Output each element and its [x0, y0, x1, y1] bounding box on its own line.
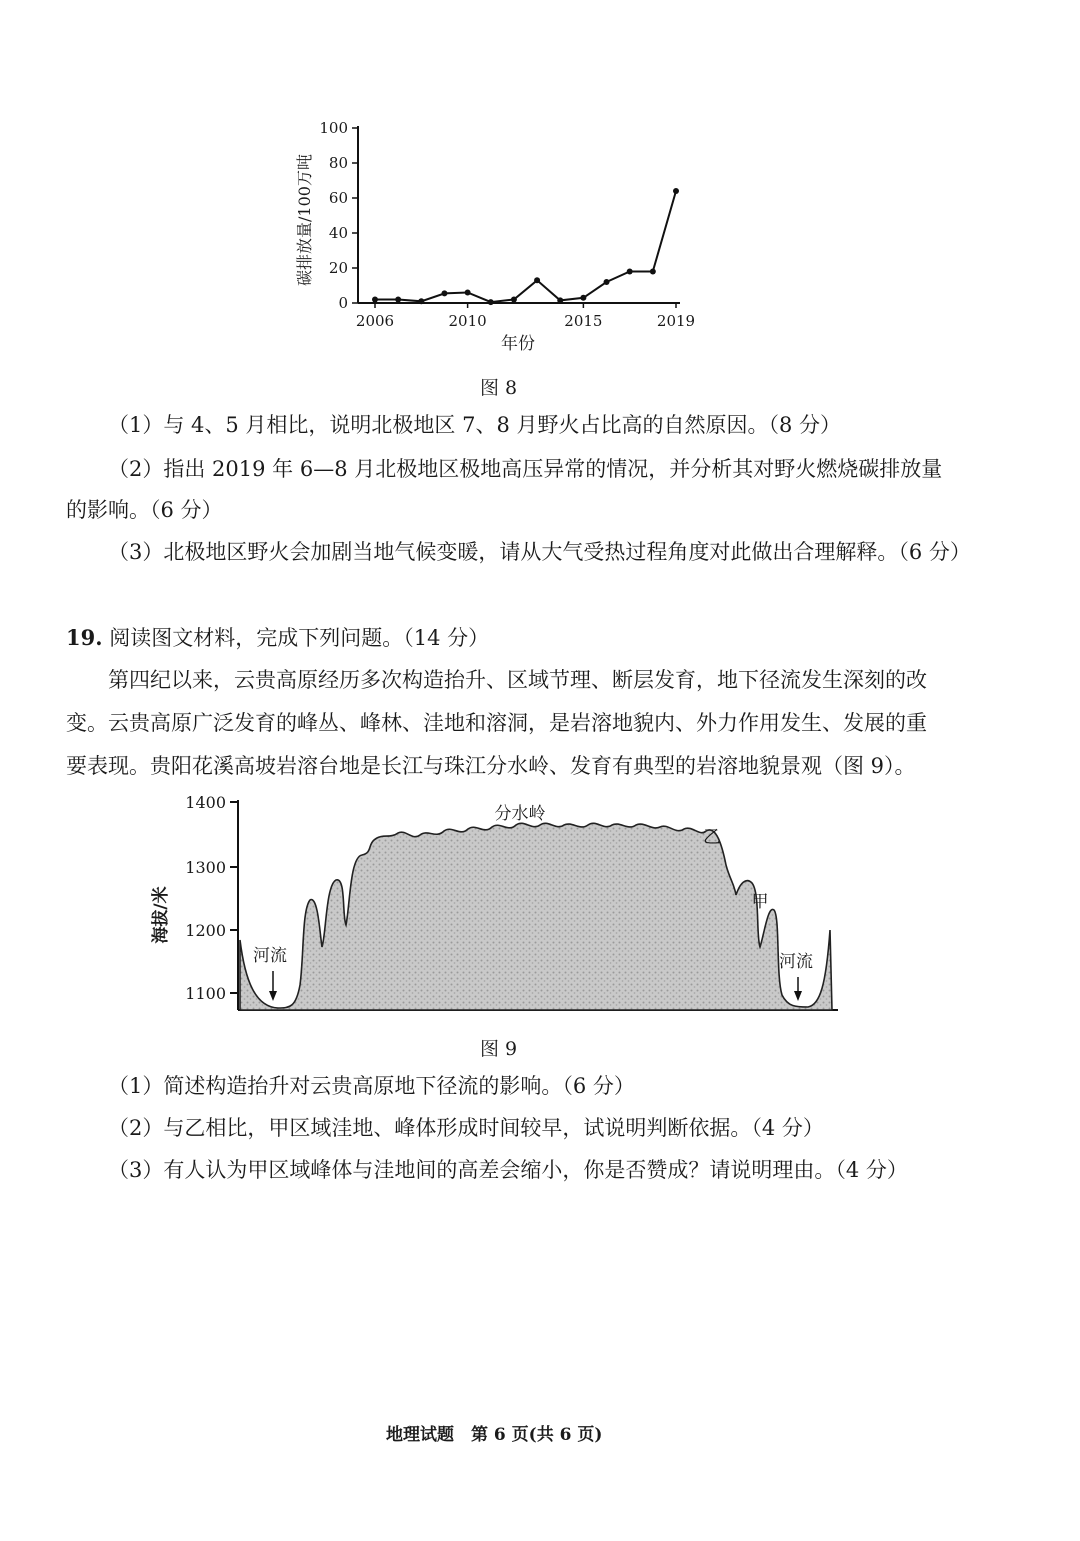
chart-axes [358, 126, 680, 303]
chart-series [372, 188, 679, 305]
y-axis-label-text: 碳排放量/100万吨 [295, 154, 314, 286]
figure-8-chart [290, 110, 710, 360]
figure-8-caption: 图 8 [480, 377, 518, 399]
y-axis-label [295, 154, 314, 286]
q19-title: 阅读图文材料，完成下列问题。（14 分） [109, 626, 490, 650]
x-tick-label-2010: 2010 [448, 312, 487, 330]
y-tick-label-100: 100 [319, 119, 348, 137]
q19-number: 19. [66, 625, 103, 650]
label-yi: 乙 [703, 827, 721, 848]
q18-sub-2-cont: 的影响。（6 分） [66, 498, 223, 522]
q18-sub-3: （3）北极地区野火会加剧当地气候变暖，请从大气受热过程角度对此做出合理解释。（6 分） [108, 540, 971, 564]
data-point-2010 [465, 290, 471, 296]
y-tick-label-0: 0 [338, 294, 348, 312]
data-point-2017 [627, 269, 633, 275]
y-axis-label: 海拔/米 [151, 886, 171, 944]
river-label-right: 河流 [779, 952, 813, 972]
q19-sub-2: （2）与乙相比，甲区域洼地、峰体形成时间较早，试说明判断依据。（4 分） [108, 1116, 824, 1140]
label-jia: 甲 [751, 892, 769, 912]
x-axis-label: 年份 [501, 334, 535, 354]
q19-sub-1: （1）简述构造抬升对云贵高原地下径流的影响。（6 分） [108, 1074, 635, 1098]
q19-sub-3: （3）有人认为甲区域峰体与洼地间的高差会缩小，你是否赞成？请说明理由。（4 分） [108, 1158, 908, 1182]
data-point-2016 [604, 279, 610, 285]
y-tick-label-40: 40 [328, 224, 348, 242]
y-tick-label-80: 80 [328, 154, 348, 172]
data-point-2013 [534, 277, 540, 283]
data-point-2015 [580, 295, 586, 301]
series-line [375, 191, 676, 302]
karst-terrain [240, 823, 832, 1010]
river-label-left: 河流 [253, 946, 287, 966]
y-tick-label-60: 60 [328, 189, 348, 207]
page-footer: 地理试题 第 6 页(共 6 页) [386, 1425, 603, 1445]
q18-sub-1: （1）与 4、5 月相比，说明北极地区 7、8 月野火占比高的自然原因。（8 分） [108, 413, 842, 437]
river-arrowhead-right [794, 991, 802, 1001]
y-tick-label-1400: 1400 [185, 793, 226, 812]
y-tick-label-1200: 1200 [185, 921, 226, 940]
x-tick-label-2015: 2015 [564, 312, 603, 330]
data-point-2019 [673, 188, 679, 194]
data-point-2011 [488, 299, 494, 305]
q19-paragraph-line-1: 第四纪以来，云贵高原经历多次构造抬升、区域节理、断层发育，地下径流发生深刻的改 [108, 668, 927, 692]
data-point-2018 [650, 269, 656, 275]
q19-paragraph-line-2: 变。云贵高原广泛发育的峰丛、峰林、洼地和溶洞，是岩溶地貌内、外力作用发生、发展的重 [66, 711, 927, 735]
q18-sub-2: （2）指出 2019 年 6—8 月北极地区极地高压异常的情况，并分析其对野火燃烧碳排放量 [108, 457, 943, 481]
figure-9-profile [150, 785, 850, 1025]
divide-label: 分水岭 [494, 804, 546, 824]
y-tick-label-20: 20 [328, 259, 348, 277]
q19-paragraph-line-3: 要表现。贵阳花溪高坡岩溶台地是长江与珠江分水岭、发育有典型的岩溶地貌景观（图 9）。 [66, 754, 916, 778]
data-point-2008 [418, 298, 424, 304]
y-tick-label-1100: 1100 [185, 984, 226, 1003]
figure-9-caption: 图 9 [480, 1038, 518, 1060]
data-point-2006 [372, 297, 378, 303]
y-tick-label-1300: 1300 [185, 858, 226, 877]
river-arrowhead-left [269, 991, 277, 1001]
data-point-2014 [557, 297, 563, 303]
x-tick-label-2019: 2019 [656, 312, 696, 330]
data-point-2012 [511, 297, 517, 303]
data-point-2009 [441, 290, 447, 296]
x-tick-label-2006: 2006 [355, 312, 395, 330]
data-point-2007 [395, 297, 401, 303]
q19-heading [66, 627, 489, 649]
